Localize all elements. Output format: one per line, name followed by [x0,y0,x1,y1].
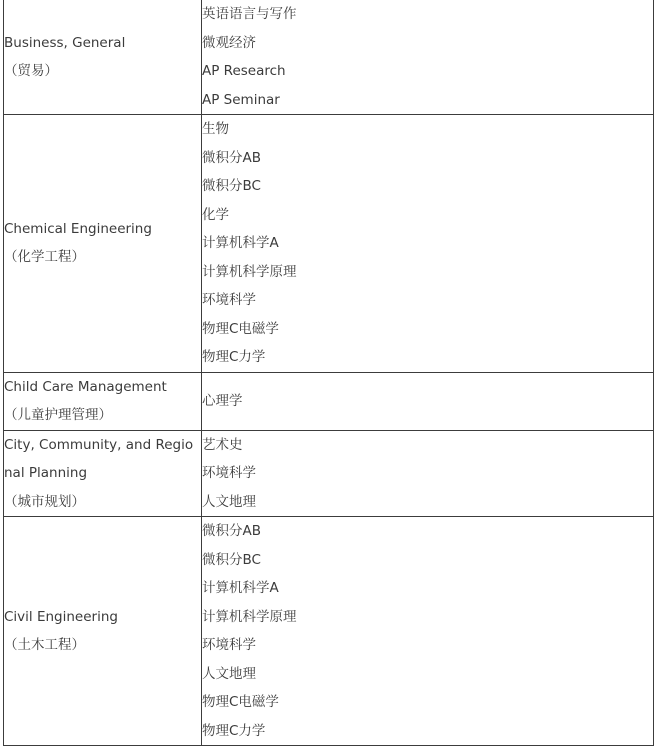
course-item: 物理C电磁学 [202,320,279,337]
course-item: 环境科学 [202,637,256,653]
major-cell [4,517,202,746]
course-cell [202,372,654,430]
major-cell [4,115,202,373]
course-item: 环境科学 [202,465,256,481]
major-cell [4,0,202,115]
major-cell [4,430,202,517]
course-item: 微积分AB [202,523,261,539]
course-item: 微积分BC [202,551,261,568]
table-row [4,430,654,517]
course-item: 微积分AB [202,149,261,166]
course-item: 计算机科学原理 [202,608,297,625]
major-name: City, Community, and Regio [4,436,194,453]
course-item: 计算机科学原理 [202,263,297,280]
course-item: 计算机科学A [202,235,279,251]
course-cell [202,430,654,517]
course-cell [202,517,654,746]
major-name: Civil Engineering [4,608,118,625]
major-name: Child Care Management [4,378,167,395]
table-row [4,0,654,115]
major-cell [4,372,202,430]
course-cell [202,115,654,373]
course-cell [202,0,654,115]
course-item: 微积分BC [202,178,261,194]
course-item: 心理学 [202,392,243,409]
course-item: 生物 [202,121,229,137]
course-item: 人文地理 [202,665,256,682]
major-name-chinese: （城市规划） [4,493,85,510]
course-item: 微观经济 [202,34,256,51]
major-name-continued: nal Planning [4,465,88,481]
course-item: AP Seminar [202,91,280,108]
major-name-chinese: （贸易） [4,63,58,79]
course-item: 人文地理 [202,493,256,510]
course-item: 物理C力学 [202,349,266,365]
major-course-table [3,0,654,746]
course-item: AP Research [202,63,286,79]
course-item: 环境科学 [202,292,256,308]
course-item: 物理C力学 [202,722,266,739]
table-row [4,372,654,430]
table-row [4,115,654,373]
course-item: 计算机科学A [202,580,279,596]
major-name-chinese: （化学工程） [4,249,85,266]
course-item: 化学 [202,206,229,223]
major-name: Business, General [4,34,126,51]
major-name: Chemical Engineering [4,220,152,237]
course-item: 物理C电磁学 [202,694,279,710]
course-item: 英语语言与写作 [202,6,297,22]
course-item: 艺术史 [202,436,243,453]
major-name-chinese: （儿童护理管理） [4,407,112,423]
major-name-chinese: （土木工程） [4,637,85,653]
table-row [4,517,654,746]
